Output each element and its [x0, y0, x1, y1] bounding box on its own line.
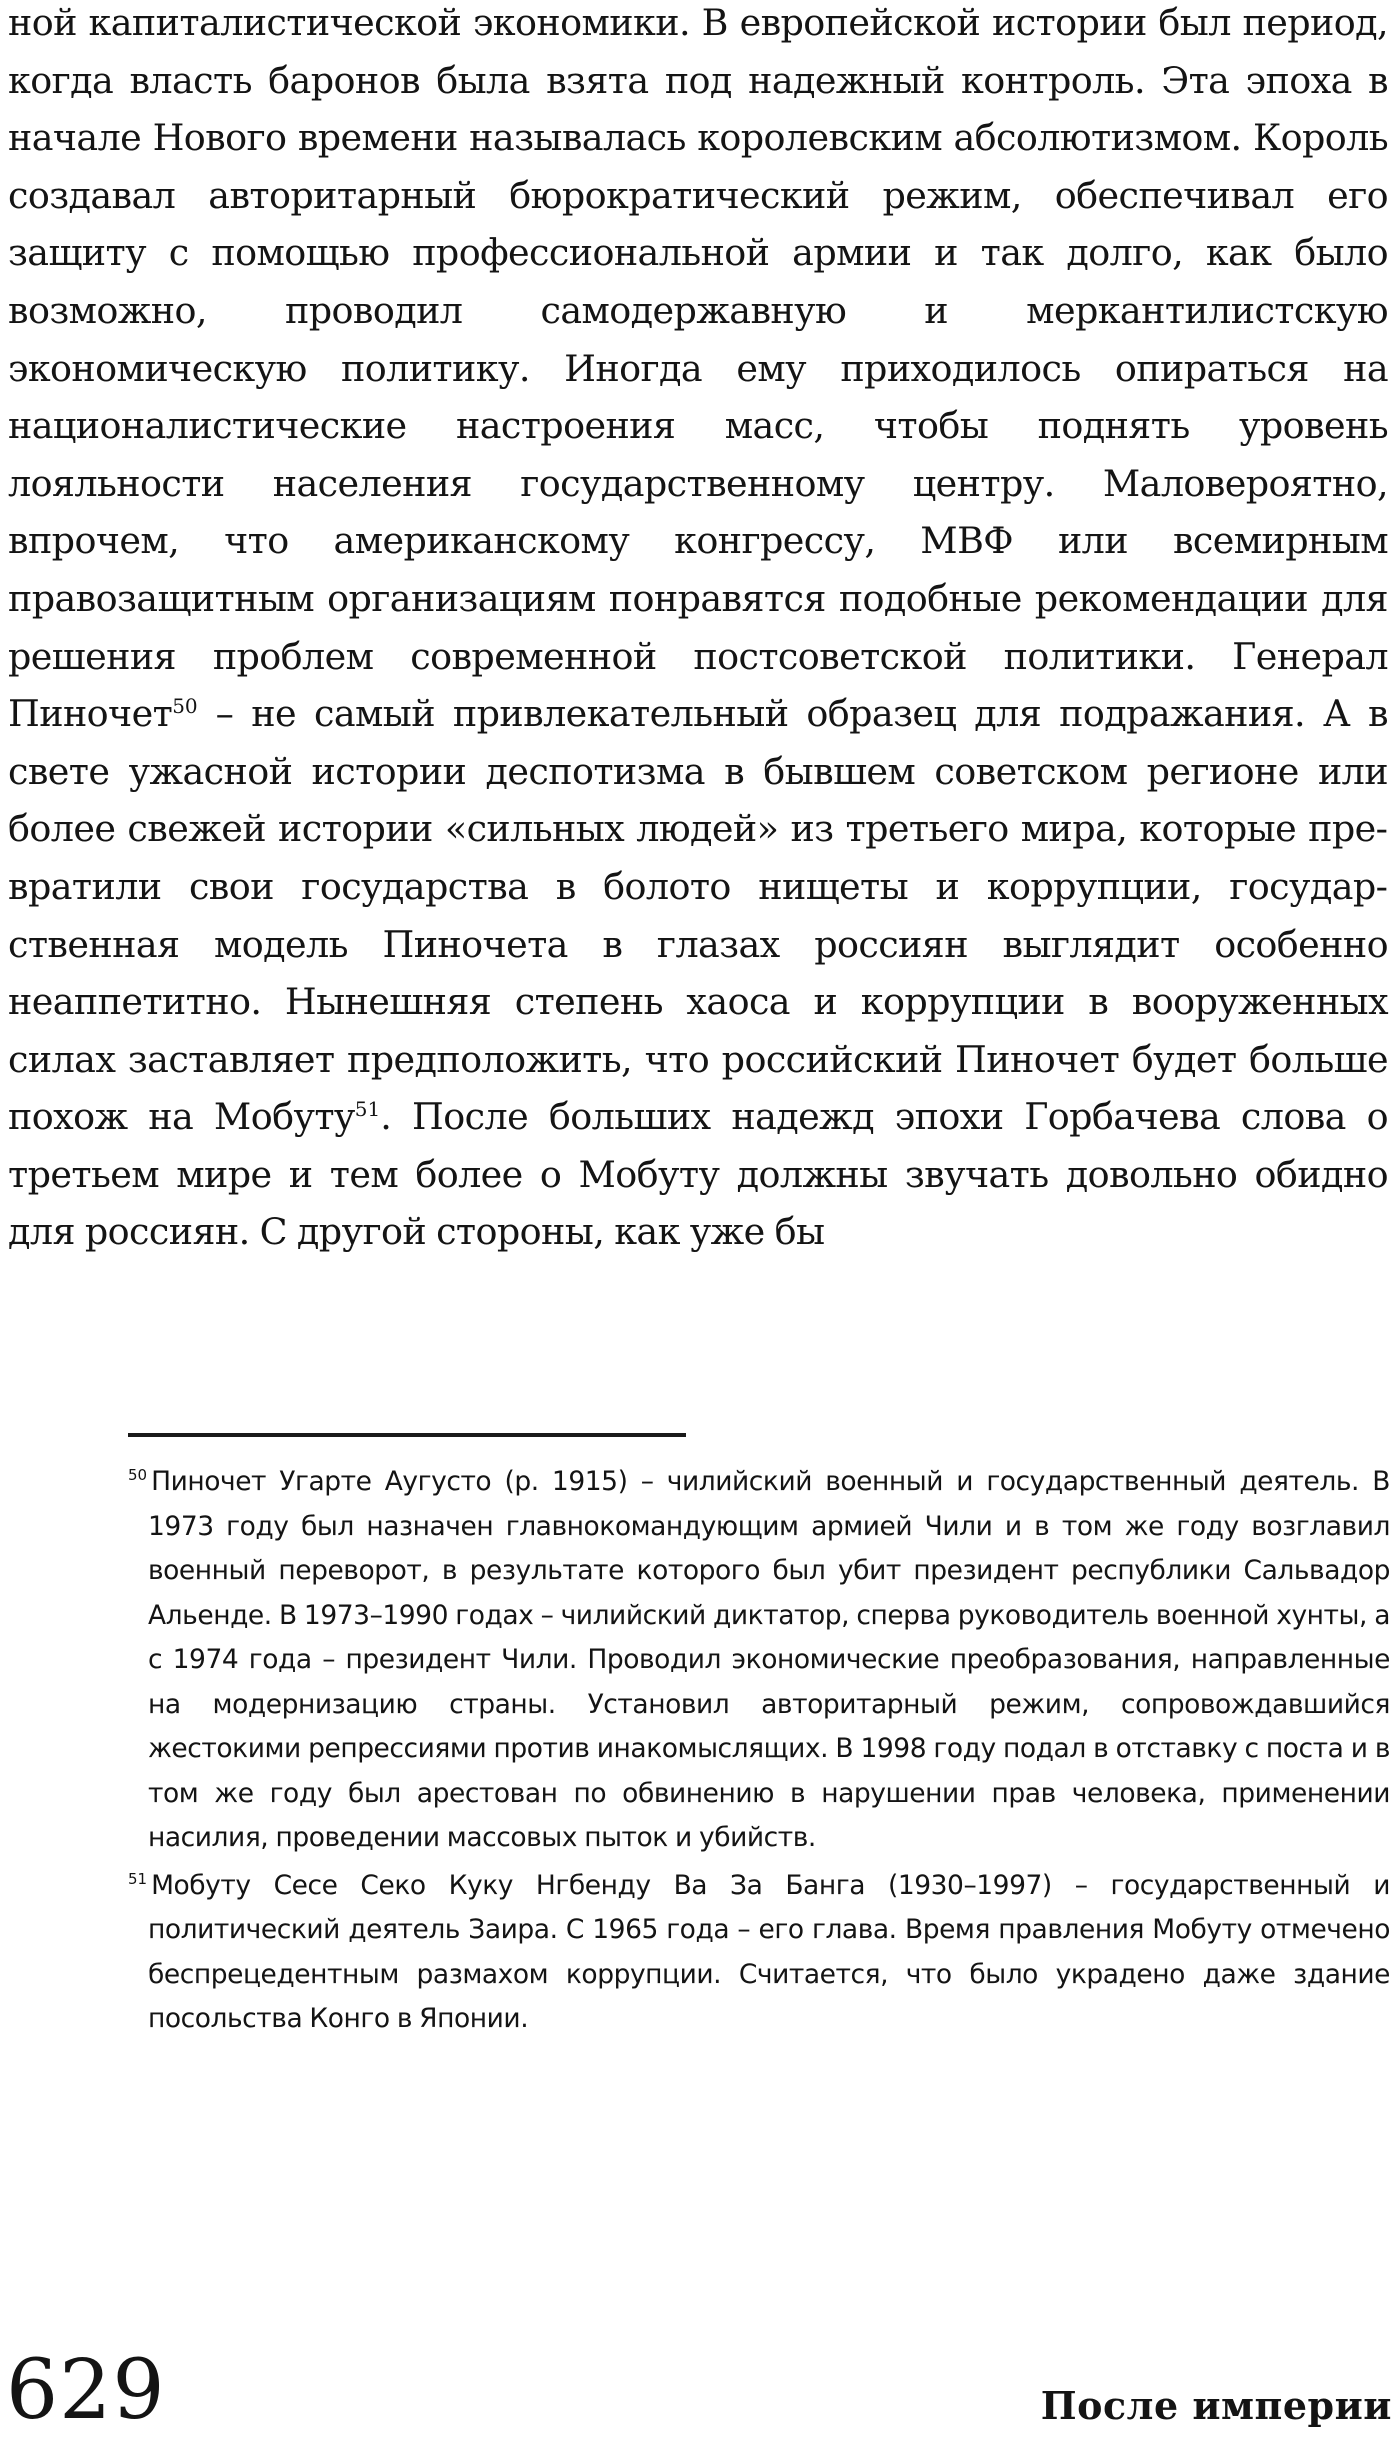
page-number: 629 [6, 2343, 166, 2438]
footnote-text: Мобуту Сесе Секо Куку Нгбенду Ва За Банга (1930–1997) – государственный и политический деятель Заира. С 1965 года – его глава. Время правления Мобуту отмечено беспрецедентным размахом коррупции. Считается, что было украдено даже здание посольства Конго в Японии. [148, 1869, 1390, 2034]
body-text-segment-3: . После больших надежд эпохи Горбачева слова о третьем мире и тем более о Мобуту должны звучать довольно обидно для россиян. С другой стороны, как уже бы [8, 1095, 1388, 1254]
body-paragraph [8, 0, 1388, 1261]
footnotes-section [128, 1460, 1390, 2045]
running-title: После империи [1040, 2383, 1392, 2428]
footnote-51 [128, 1864, 1390, 2042]
footnote-divider [128, 1433, 686, 1437]
footnote-50 [128, 1460, 1390, 1861]
body-text-segment-1: ной капиталистической экономики. В европейской истории был период, когда власть баронов была взята под надежный контроль. Эта эпоха в начале Нового времени называлась королевским абсолютизмом. Король создавал авторитарный бюрократический режим, обеспечивал его защиту с помощью профессиональной армии и так долго, как было возможно, проводил самодержавную и меркантилистскую экономическую политику. Иногда ему приходилось опираться на националистические настроения масс, чтобы поднять уровень лояльности населения государственному центру. Маловероятно, впрочем, что американскому конгрессу, МВФ или всемирным правозащитным организациям понравятся подобные рекомендации для решения проблем современной постсоветской политики. Генерал Пиночет [8, 1, 1388, 736]
body-text-segment-2: – не самый привлекательный образец для подражания. А в свете ужасной истории деспотизма в бывшем советском регионе или более свежей истории «сильных людей» из третьего мира, которые превратили свои государства в болото нищеты и коррупции, государственная модель Пиночета в глазах россиян выглядит особенно неаппетитно. Нынешняя степень хаоса и коррупции в вооруженных силах заставляет предположить, что российский Пиночет будет больше похож на Мобуту [8, 692, 1388, 1139]
footnote-reference-50[interactable]: 50 [172, 693, 198, 718]
footnote-number: 51 [128, 1869, 148, 1888]
footnote-reference-51[interactable]: 51 [354, 1097, 381, 1122]
footnote-number: 50 [128, 1466, 148, 1485]
footnote-text: Пиночет Угарте Аугусто (р. 1915) – чилийский военный и государственный деятель. В 1973 году был назначен главнокомандующим армией Чили и в том же году возглавил военный переворот, в результате которого был убит президент республики Сальвадор Альенде. В 1973–1990 годах – чилийский диктатор, сперва руководитель военной хунты, а с 1974 года – президент Чили. Проводил экономические преобразования, направленные на модернизацию страны. Установил авторитарный режим, сопровождавшийся жестокими репрессиями против инакомыслящих. В 1998 году подал в отставку с поста и в том же году был арестован по обвинению в нарушении прав человека, применении насилия, проведении массовых пыток и убийств. [148, 1466, 1390, 1853]
